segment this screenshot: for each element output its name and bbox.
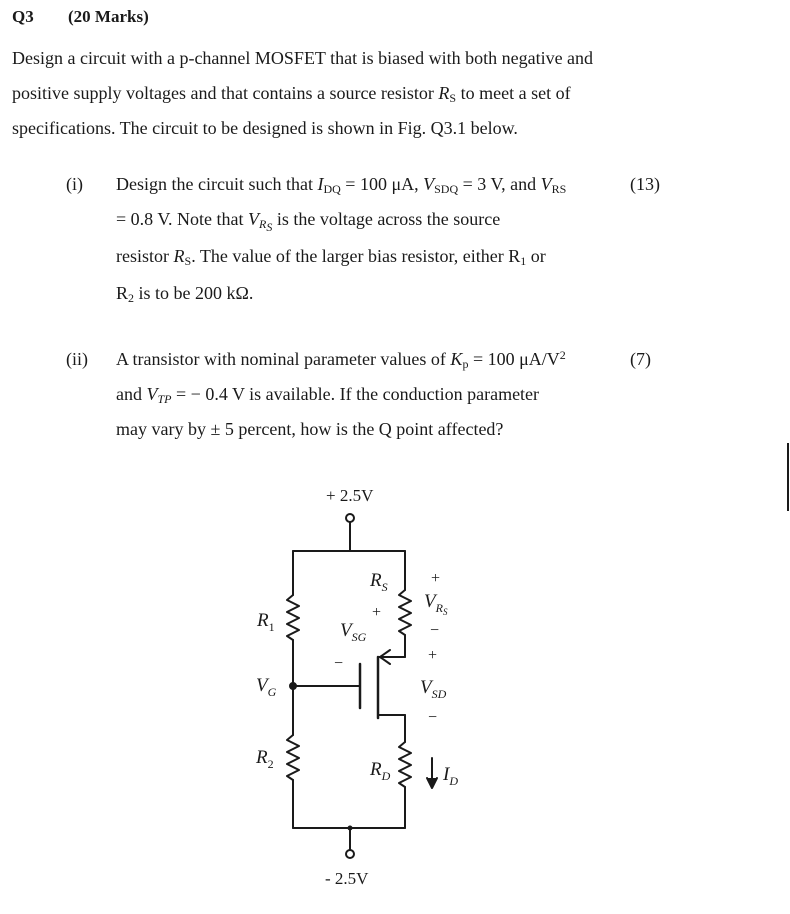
part-ii-line-3: may vary by ± 5 percent, how is the Q point affected?: [116, 419, 504, 439]
intro-line-1: Design a circuit with a p-channel MOSFET that is biased with both negative and: [12, 48, 594, 68]
r2-label: $R_2$: [256, 747, 274, 771]
part-ii-marks: (7): [630, 349, 651, 369]
part-i-line-2: = 0.8 V. Note that $V_{R_S}$ is the voltage across the source: [116, 209, 501, 234]
vss-label: - 2.5V: [325, 869, 369, 888]
vsd-label: $V_{SD}$: [420, 677, 447, 701]
vg-label: $V_G$: [256, 675, 277, 699]
r1-resistor: [287, 595, 299, 640]
vrs-plus: +: [431, 570, 441, 587]
vdd-label: + 2.5V: [326, 486, 374, 505]
part-ii-label: (ii): [66, 349, 88, 369]
part-ii-line-2: and $V_{TP}$ = − 0.4 V is available. If the conduction parameter: [116, 384, 540, 406]
vsg-label: $V_{SG}$: [340, 620, 367, 644]
question-number: Q3: [12, 7, 34, 26]
rs-resistor: [399, 590, 411, 635]
part-i-marks: (13): [630, 174, 660, 194]
part-ii-line-1: A transistor with nominal parameter values of $K_p = 100$ $\mu A/V^2$: [116, 348, 566, 371]
r1-label: $R_1$: [257, 610, 275, 634]
id-label: $I_D$: [443, 764, 458, 788]
question-marks: (20 Marks): [68, 7, 149, 26]
vsg-minus: −: [334, 655, 344, 672]
vsg-plus: +: [372, 604, 382, 621]
rs-label: $R_S$: [370, 570, 388, 594]
intro-line-3: specifications. The circuit to be designed is shown in Fig. Q3.1 below.: [12, 118, 518, 138]
vsd-plus: +: [428, 647, 438, 664]
part-i-label: (i): [66, 174, 83, 194]
intro-line-2: positive supply voltages and that contains a source resistor $R_S$ to meet a set of: [12, 83, 571, 105]
vrs-label: $V_RS$: [424, 591, 448, 617]
part-i-line-4: $R_2$ is to be 200 kΩ.: [116, 283, 254, 305]
vrs-minus: −: [430, 622, 440, 639]
vsd-minus: −: [428, 709, 438, 726]
rd-resistor: [399, 742, 411, 787]
part-i-line-1: Design the circuit such that $I_{DQ} = 100$ μA, $V_{SDQ} = 3$ V, and $V_{RS}$: [116, 174, 567, 196]
vdd-terminal: [346, 514, 354, 522]
rd-label: $R_D$: [370, 759, 391, 783]
r2-resistor: [287, 735, 299, 780]
vss-terminal: [346, 850, 354, 858]
part-i-line-3: resistor $R_S$. The value of the larger bias resistor, either $R_1$ or: [116, 246, 546, 268]
